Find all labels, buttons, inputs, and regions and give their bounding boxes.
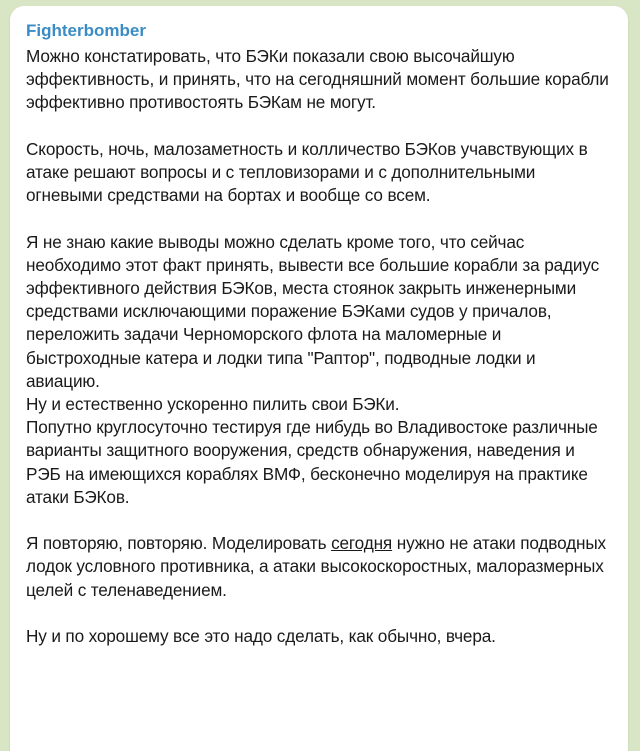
paragraph-6-end: нужно не атаки подводных лодок условного противника, а атаки высокоскоростных, малоразмерных целей с теленаведением. (26, 533, 606, 600)
paragraph-4: Ну и естественно ускоренно пилить свои БЭКи. (26, 394, 400, 415)
sender-name[interactable]: Fighterbomber (26, 21, 146, 40)
paragraph-6-start: Я повторяю, повторяю. Моделировать (26, 533, 327, 554)
paragraph-gap (26, 207, 612, 230)
message-text (26, 45, 612, 648)
paragraph-5: Попутно круглосуточно тестируя где нибудь во Владивостоке различные варианты защитного вооружения, средств обнаружения, наведения и РЭБ на имеющихся кораблях ВМФ, бесконечно моделируя на практике атаки БЭКов. (26, 417, 598, 507)
paragraph-7: Ну и по хорошему все это надо сделать, как обычно, вчера. (26, 626, 496, 647)
paragraph-gap (26, 509, 612, 532)
paragraph-2: Скорость, ночь, малозаметность и колличество БЭКов учавствующих в атаке решают вопросы и с тепловизорами и с дополнительными огневыми средствами на бортах и вообще со всем. (26, 138, 588, 206)
paragraph-gap (26, 115, 612, 138)
paragraph-gap (26, 602, 612, 625)
paragraph-6 (26, 532, 612, 602)
message-bubble[interactable] (10, 6, 628, 751)
underlined-word: сегодня (331, 533, 393, 554)
paragraph-3: Я не знаю какие выводы можно сделать кроме того, что сейчас необходимо этот факт принять, вывести все большие корабли за радиус эффективного действия БЭКов, места стоянок закрыть инженерными средствами исключающими поражение БЭКами судов у причалов, переложить задачи Черноморского флота на маломерные и быстроходные катера и лодки типа "Раптор", подводные лодки и авиацию. (26, 231, 600, 391)
paragraph-1: Можно констатировать, что БЭКи показали свою высочайшую эффективность, и принять, что на сегодняшний момент большие корабли эффективно противостоять БЭКам не могут. (26, 46, 609, 113)
